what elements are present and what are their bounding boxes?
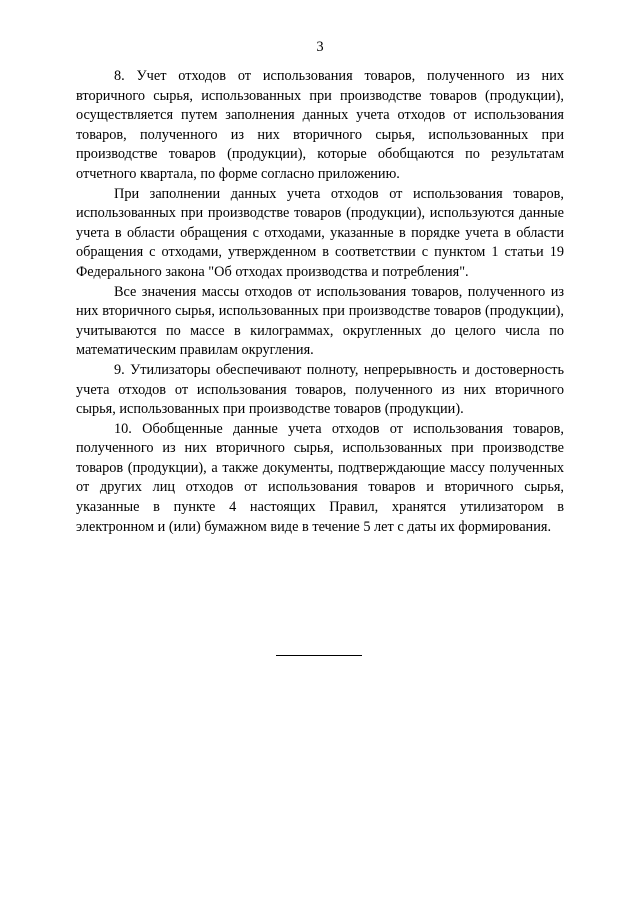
closing-divider — [276, 655, 362, 656]
paragraph-item-9: 9. Утилизаторы обеспечивают полноту, непрерывность и достоверность учета отходов от использования товаров, полученного из них вторичного сырья, использованных при производстве товаров (продукции). — [76, 361, 564, 418]
paragraph-data-sources: При заполнении данных учета отходов от использования товаров, использованных при производстве товаров (продукции), используются данные учета в области обращения с отходами, указанные в порядке учета в области обращения с отходами, утвержденном в соответствии с пунктом 1 статьи 19 Федерального закона "Об отходах производства и потребления". — [76, 185, 564, 280]
page-number: 3 — [316, 39, 324, 55]
paragraph-item-8: 8. Учет отходов от использования товаров, полученного из них вторичного сырья, использованных при производстве товаров (продукции), осуществляется путем заполнения данных учета отходов от использования товаров, полученного из них вторичного сырья, использованных при производстве товаров (продукции), которые обобщаются по результатам отчетного квартала, по форме согласно приложению. — [76, 68, 564, 182]
paragraph-item-10: 10. Обобщенные данные учета отходов от использования товаров, полученного из них вторичного сырья, использованных при производстве товаров (продукции), а также документы, подтверждающие массу полученных от других лиц отходов от использования товаров и вторичного сырья, указанные в пункте 4 настоящих Правил, хранятся утилизатором в электронном и (или) бумажном виде в течение 5 лет с даты их формирования. — [76, 420, 564, 535]
document-body — [76, 67, 564, 537]
paragraph-mass-rounding: Все значения массы отходов от использования товаров, полученного из них вторичного сырья, использованных при производстве товаров (продукции), учитываются по массе в килограммах, округленных до целого числа по математическим правилам округления. — [76, 283, 564, 359]
